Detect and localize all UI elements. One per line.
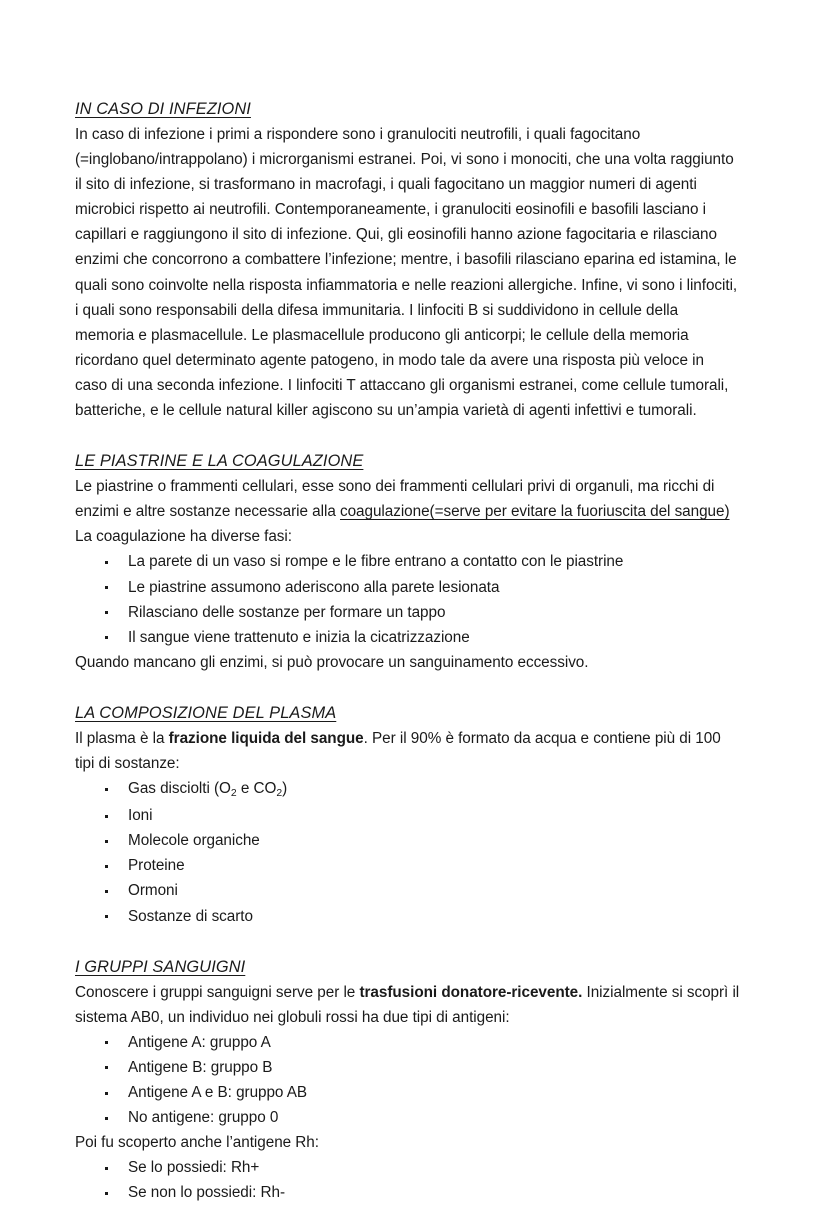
coagulazione-definition: coagulazione(=serve per evitare la fuoriuscita del sangue) [339,503,730,521]
paragraph-infezioni: In caso di infezione i primi a rispondere sono i granulociti neutrofili, i quali fagocitano (=inglobano/intrappolano) i microrganismi estranei. Poi, vi sono i monociti, che una volta raggiunto il sito di infezione, si trasformano in macrofagi, i quali fagocitano un maggior numeri di agenti microbici rispetto ai neutrofili. Contemporaneamente, i granulociti eosinofili e basofili lasciano i capillari e raggiungono il sito di infezione. Qui, gli eosinofili hanno azione fagocitaria e rilasciano enzimi che concorrono a combattere l’infezione; mentre, i basofili rilasciano eparina ed istamina, le quali sono coinvolte nella risposta infiammatoria e nelle reazioni allergiche. Infine, vi sono i linfociti, i quali sono responsabili della difesa immunitaria. I linfociti B si suddividono in cellule della memoria e plasmacellule. Le plasmacellule producono gli anticorpi; le cellule della memoria ricordano quel determinato agente patogeno, in modo tale da avere una risposta più veloce in caso di una seconda infezione. I linfociti T attaccano gli organismi estranei, come cellule tumorali, batteriche, e le cellule natural killer agiscono su un’ampia varietà di agenti infettivi e tumorali. [75,126,738,420]
section-infezioni [75,98,740,423]
section-heading-plasma [75,702,740,725]
gruppi-intro-part1: Conoscere i gruppi sanguigni serve per le [75,983,360,1001]
paragraph-piastrine-intro [75,474,740,524]
gas-prefix: Gas disciolti (O [128,780,231,798]
plasma-intro-bold: frazione liquida del sangue [168,729,364,747]
gas-suffix: ) [282,780,288,798]
list-item: Antigene A e B: gruppo AB [75,1080,740,1105]
paragraph-plasma-intro [75,726,740,776]
list-item-gas-disciolti [75,776,740,803]
section-gruppi-sanguigni [75,956,740,1205]
section-plasma [75,702,740,929]
list-item: Ioni [75,803,740,828]
list-item: Antigene B: gruppo B [75,1055,740,1080]
paragraph-piastrine-fasi-lead: La coagulazione ha diverse fasi: [75,528,292,546]
section-heading-piastrine [75,450,740,473]
list-item: La parete di un vaso si rompe e le fibre entrano a contatto con le piastrine [75,549,740,574]
paragraph-antigene-rh-lead: Poi fu scoperto anche l’antigene Rh: [75,1134,319,1152]
list-item: Antigene A: gruppo A [75,1030,740,1055]
section-heading-text: LE PIASTRINE E LA COAGULAZIONE [75,452,364,471]
piastrine-intro-text: Le piastrine o frammenti cellulari, esse sono dei frammenti cellulari privi di organuli, ma ricchi di enzimi e altre sostanze necessarie alla [75,478,715,521]
subscript-o2: 2 [230,787,237,799]
list-item: Rilasciano delle sostanze per formare un tappo [75,600,740,625]
document-body [75,98,740,1205]
gruppi-intro-bold: trasfusioni donatore-ricevente. [359,983,583,1001]
list-item: Sostanze di scarto [75,904,740,929]
section-heading-infezioni [75,98,740,121]
section-heading-text: I GRUPPI SANGUIGNI [75,957,246,976]
list-item: Le piastrine assumono aderiscono alla parete lesionata [75,575,740,600]
section-heading-gruppi-sanguigni [75,956,740,979]
list-fasi-coagulazione [75,549,740,649]
subscript-co2: 2 [276,787,283,799]
list-item: Il sangue viene trattenuto e inizia la cicatrizzazione [75,625,740,650]
plasma-intro-part1: Il plasma è la [75,729,169,747]
plasma-intro-part2: . Per il 90% è formato da acqua e contiene più di 100 tipi di sostanze: [75,729,721,772]
section-heading-text: LA COMPOSIZIONE DEL PLASMA [75,703,337,722]
paragraph-gruppi-intro [75,980,740,1030]
list-item: Ormoni [75,878,740,903]
list-item: No antigene: gruppo 0 [75,1105,740,1130]
list-antigene-rh [75,1155,740,1205]
section-heading-text: IN CASO DI INFEZIONI [75,100,251,118]
section-piastrine [75,450,740,675]
list-item: Se lo possiedi: Rh+ [75,1155,740,1180]
paragraph-piastrine-closing: Quando mancano gli enzimi, si può provocare un sanguinamento eccessivo. [75,653,589,671]
list-antigeni-ab0 [75,1030,740,1130]
list-sostanze-plasma [75,776,740,929]
list-item: Se non lo possiedi: Rh- [75,1180,740,1205]
list-item: Proteine [75,853,740,878]
gruppi-intro-part2: Inizialmente si scoprì il sistema AB0, un individuo nei globuli rossi ha due tipi di antigeni: [75,983,740,1026]
gas-mid: e CO [236,780,277,798]
list-item: Molecole organiche [75,828,740,853]
